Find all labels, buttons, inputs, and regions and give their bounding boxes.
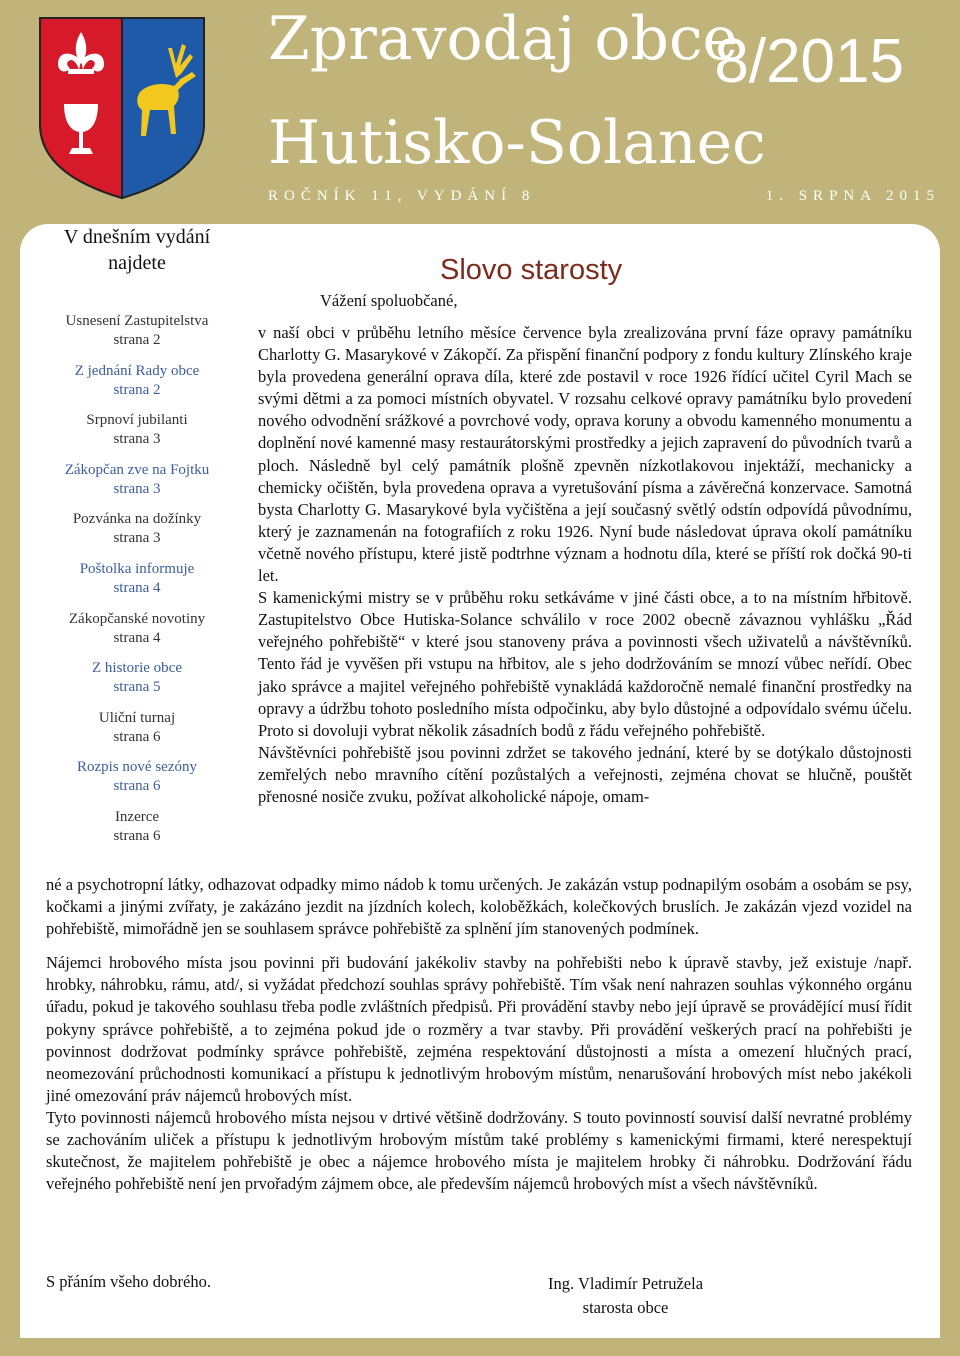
toc-item-title: Z jednání Rady obce <box>74 362 200 379</box>
toc-item[interactable] <box>42 461 232 511</box>
article-title: Slovo starosty <box>440 254 623 286</box>
toc-item[interactable] <box>42 560 232 610</box>
article-paragraph: Nájemci hrobového místa jsou povinni při budování jakékoliv stavby na pohřebišti nebo k úpravě stavby, jež existuje /např. hrobky, náhrobku, rámu, atd/, si vyžádat předchozí souhlas správy pohřebiště. Tím však není nahrazen souhlas výkonného orgánu úřadu, pokud je takového souhlasu třeba podle zvláštních předpisů. Při provádění stavby nebo její úpravě se provádějící musí řídit pokyny správce pohřebiště, a to zejména pokud jde o rozměry a tvar stavby. Při provádění veškerých prací na pohřebišti je povinnost dodržovat podmínky správce pohřebiště, zejména respektování důstojnosti a místa a omezení hlučných prací, neomezování průchodnosti komunikací a přístupu k jednotlivým hrobovým místům, nenarušování hrobových míst nebo jakékoli jiné omezování práv nájemců hrobových míst. <box>46 953 912 1105</box>
signature-name: Ing. Vladimír Petružela <box>548 1274 704 1293</box>
toc-item-page: strana 4 <box>113 579 161 596</box>
article-paragraph: Tyto povinnosti nájemců hrobového místa nejsou v drtivé většině dodržovány. S touto povinností souvisí další nevratné problémy se zachováním uliček a přístupu k jednotlivým hrobovým místům také problémy s kamenickými firmami, které nerespektují skutečnost, že majitelem pohřebiště je obec a nájemce hrobového místa je majitelem hrobky či náhrobku. Dodržování řádu veřejného pohřebiště není jen prvořadým zájmem obce, ale především nájemců hrobových míst a všech návštěvníků. <box>46 1107 912 1194</box>
article-paragraph: né a psychotropní látky, odhazovat odpadky mimo nádob k tomu určených. Je zakázán vstup podnapilým osobám a osobám se psy, kočkami a jinými zvířaty, je zakázáno jezdit na jízdních kolech, koloběžkách, kolečkových bruslích. Je zakázán vjezd vozidel na pohřebiště, mimořádně jen se souhlasem správce pohřebiště za splnění jím stanovených podmínek. <box>46 875 912 939</box>
issue-number: 8/2015 <box>714 27 904 96</box>
toc-item-title: Zákopčanské novotiny <box>68 610 206 627</box>
toc-item-page: strana 6 <box>113 778 161 795</box>
issue-date: 1. SRPNA 2015 <box>765 188 940 204</box>
toc-item[interactable] <box>42 510 232 560</box>
article-body-full <box>46 874 912 1195</box>
signature <box>548 1272 703 1320</box>
table-of-contents <box>42 224 232 858</box>
toc-item[interactable] <box>42 808 232 858</box>
toc-item-title: Usnesení Zastupitelstva <box>65 313 209 329</box>
toc-item-page: strana 4 <box>113 629 161 646</box>
toc-item-page: strana 2 <box>113 381 161 398</box>
signature-role: starosta obce <box>582 1298 669 1317</box>
toc-item-page: strana 3 <box>113 530 161 547</box>
toc-item[interactable] <box>42 411 232 461</box>
toc-item-title: Z historie obce <box>92 660 182 677</box>
volume-line <box>268 188 940 205</box>
article-body-column <box>258 322 912 808</box>
article-paragraph: S kamenickými mistry se v průběhu roku setkáváme v jiné části obce, a to na místním hřbitově. Zastupitelstvo Obce Hutiska-Solance schválilo v roce 2002 obecně závaznou vyhlášku „Řád veřejného pohřebiště“ v které jsou stanoveny práva a povinnosti všech uživatelů a návštěvníků. Tento řád je vyvěšen při vstupu na hřbitov, ale s jeho dodržováním se mnozí vůbec neřídí. Obec jako správce a majitel veřejného pohřebiště vynakládá každoročně nemalé finanční prostředky na opravy a údržbu tohoto posledního místa odpočinku, aby bylo důstojné a odpovídalo svému účelu. Proto si dovoluji vybrat několik zásadních bodů z řádu veřejného pohřebiště. <box>258 588 912 740</box>
toc-item[interactable] <box>42 610 232 660</box>
toc-item-page: strana 2 <box>113 332 161 348</box>
toc-item[interactable] <box>42 758 232 808</box>
newsletter-title-line2: Hutisko-Solanec <box>268 108 766 178</box>
toc-item-page: strana 6 <box>113 827 161 844</box>
toc-item-title: Rozpis nové sezóny <box>77 759 197 776</box>
article-paragraph: Návštěvníci pohřebiště jsou povinni zdržet se takového jednání, které by se dotýkalo důstojnosti zemřelých nebo mravního cítění pozůstalých a veřejnosti, zejména chovat se hlučně, pouštět přenosné nosiče zvuku, požívat alkoholické nápoje, omam- <box>258 742 912 806</box>
article-paragraph: v naší obci v průběhu letního měsíce července byla zrealizována první fáze opravy památníku Charlotty G. Masarykové v Zákopčí. Za přispění finanční podpory z fondu kultury Zlínského kraje byla provedena generální oprava díla, které zde postavil v roce 1926 řídící učitel Cyril Mach se svými dětmi a za pomoci místních obyvatel. V rozsahu celkové opravy památníku bylo provedení nového odvodnění srážkové a povrchové vody, oprava koruny a obvodu kamenného monumentu a doplnění nové kamenné masy restaurátorskými prostředky a jejich zapravení do původních tvarů a ploch. Následně byl celý památník plošně zpevněn nízkotlakovou injektáží, mechanicky a chemicky očištěn, byla provedena oprava a vyretušování písma a závěrečná konzervace. Samotná bysta Charlotty G. Masarykové byla vyčištěna a její současný světlý odstín odpovídá původnímu, který je zaznamenán na fotografiích z roku 1926. Nyní bude následovat úprava okolí památníku včetně nového přístupu, které jistě podtrhne význam a hodnotu díla, které se příští rok dočká 90-ti let. <box>258 323 912 586</box>
toc-item-page: strana 6 <box>113 728 161 745</box>
coat-of-arms-logo <box>36 14 208 202</box>
toc-item-title: Pozvánka na dožínky <box>72 511 202 528</box>
toc-item[interactable] <box>42 312 232 362</box>
toc-item[interactable] <box>42 659 232 709</box>
toc-heading: V dnešním vydání najdete <box>63 226 211 274</box>
toc-item[interactable] <box>42 709 232 759</box>
toc-item-page: strana 3 <box>113 431 161 448</box>
volume-info: ROČNÍK 11, VYDÁNÍ 8 <box>268 188 536 204</box>
toc-item-page: strana 5 <box>113 679 161 696</box>
toc-item-title: Zákopčan zve na Fojtku <box>64 461 210 478</box>
toc-item-title: Poštolka informuje <box>79 560 195 577</box>
toc-item-title: Inzerce <box>114 808 160 825</box>
toc-item-page: strana 3 <box>113 480 161 497</box>
newsletter-title-line1: Zpravodaj obce <box>268 4 739 74</box>
toc-item-title: Uliční turnaj <box>98 709 176 726</box>
toc-item-title: Srpnoví jubilanti <box>86 412 188 429</box>
closing-greeting: S přáním všeho dobrého. <box>46 1272 211 1291</box>
toc-item[interactable] <box>42 362 232 412</box>
article-greeting: Vážení spoluobčané, <box>320 291 458 310</box>
